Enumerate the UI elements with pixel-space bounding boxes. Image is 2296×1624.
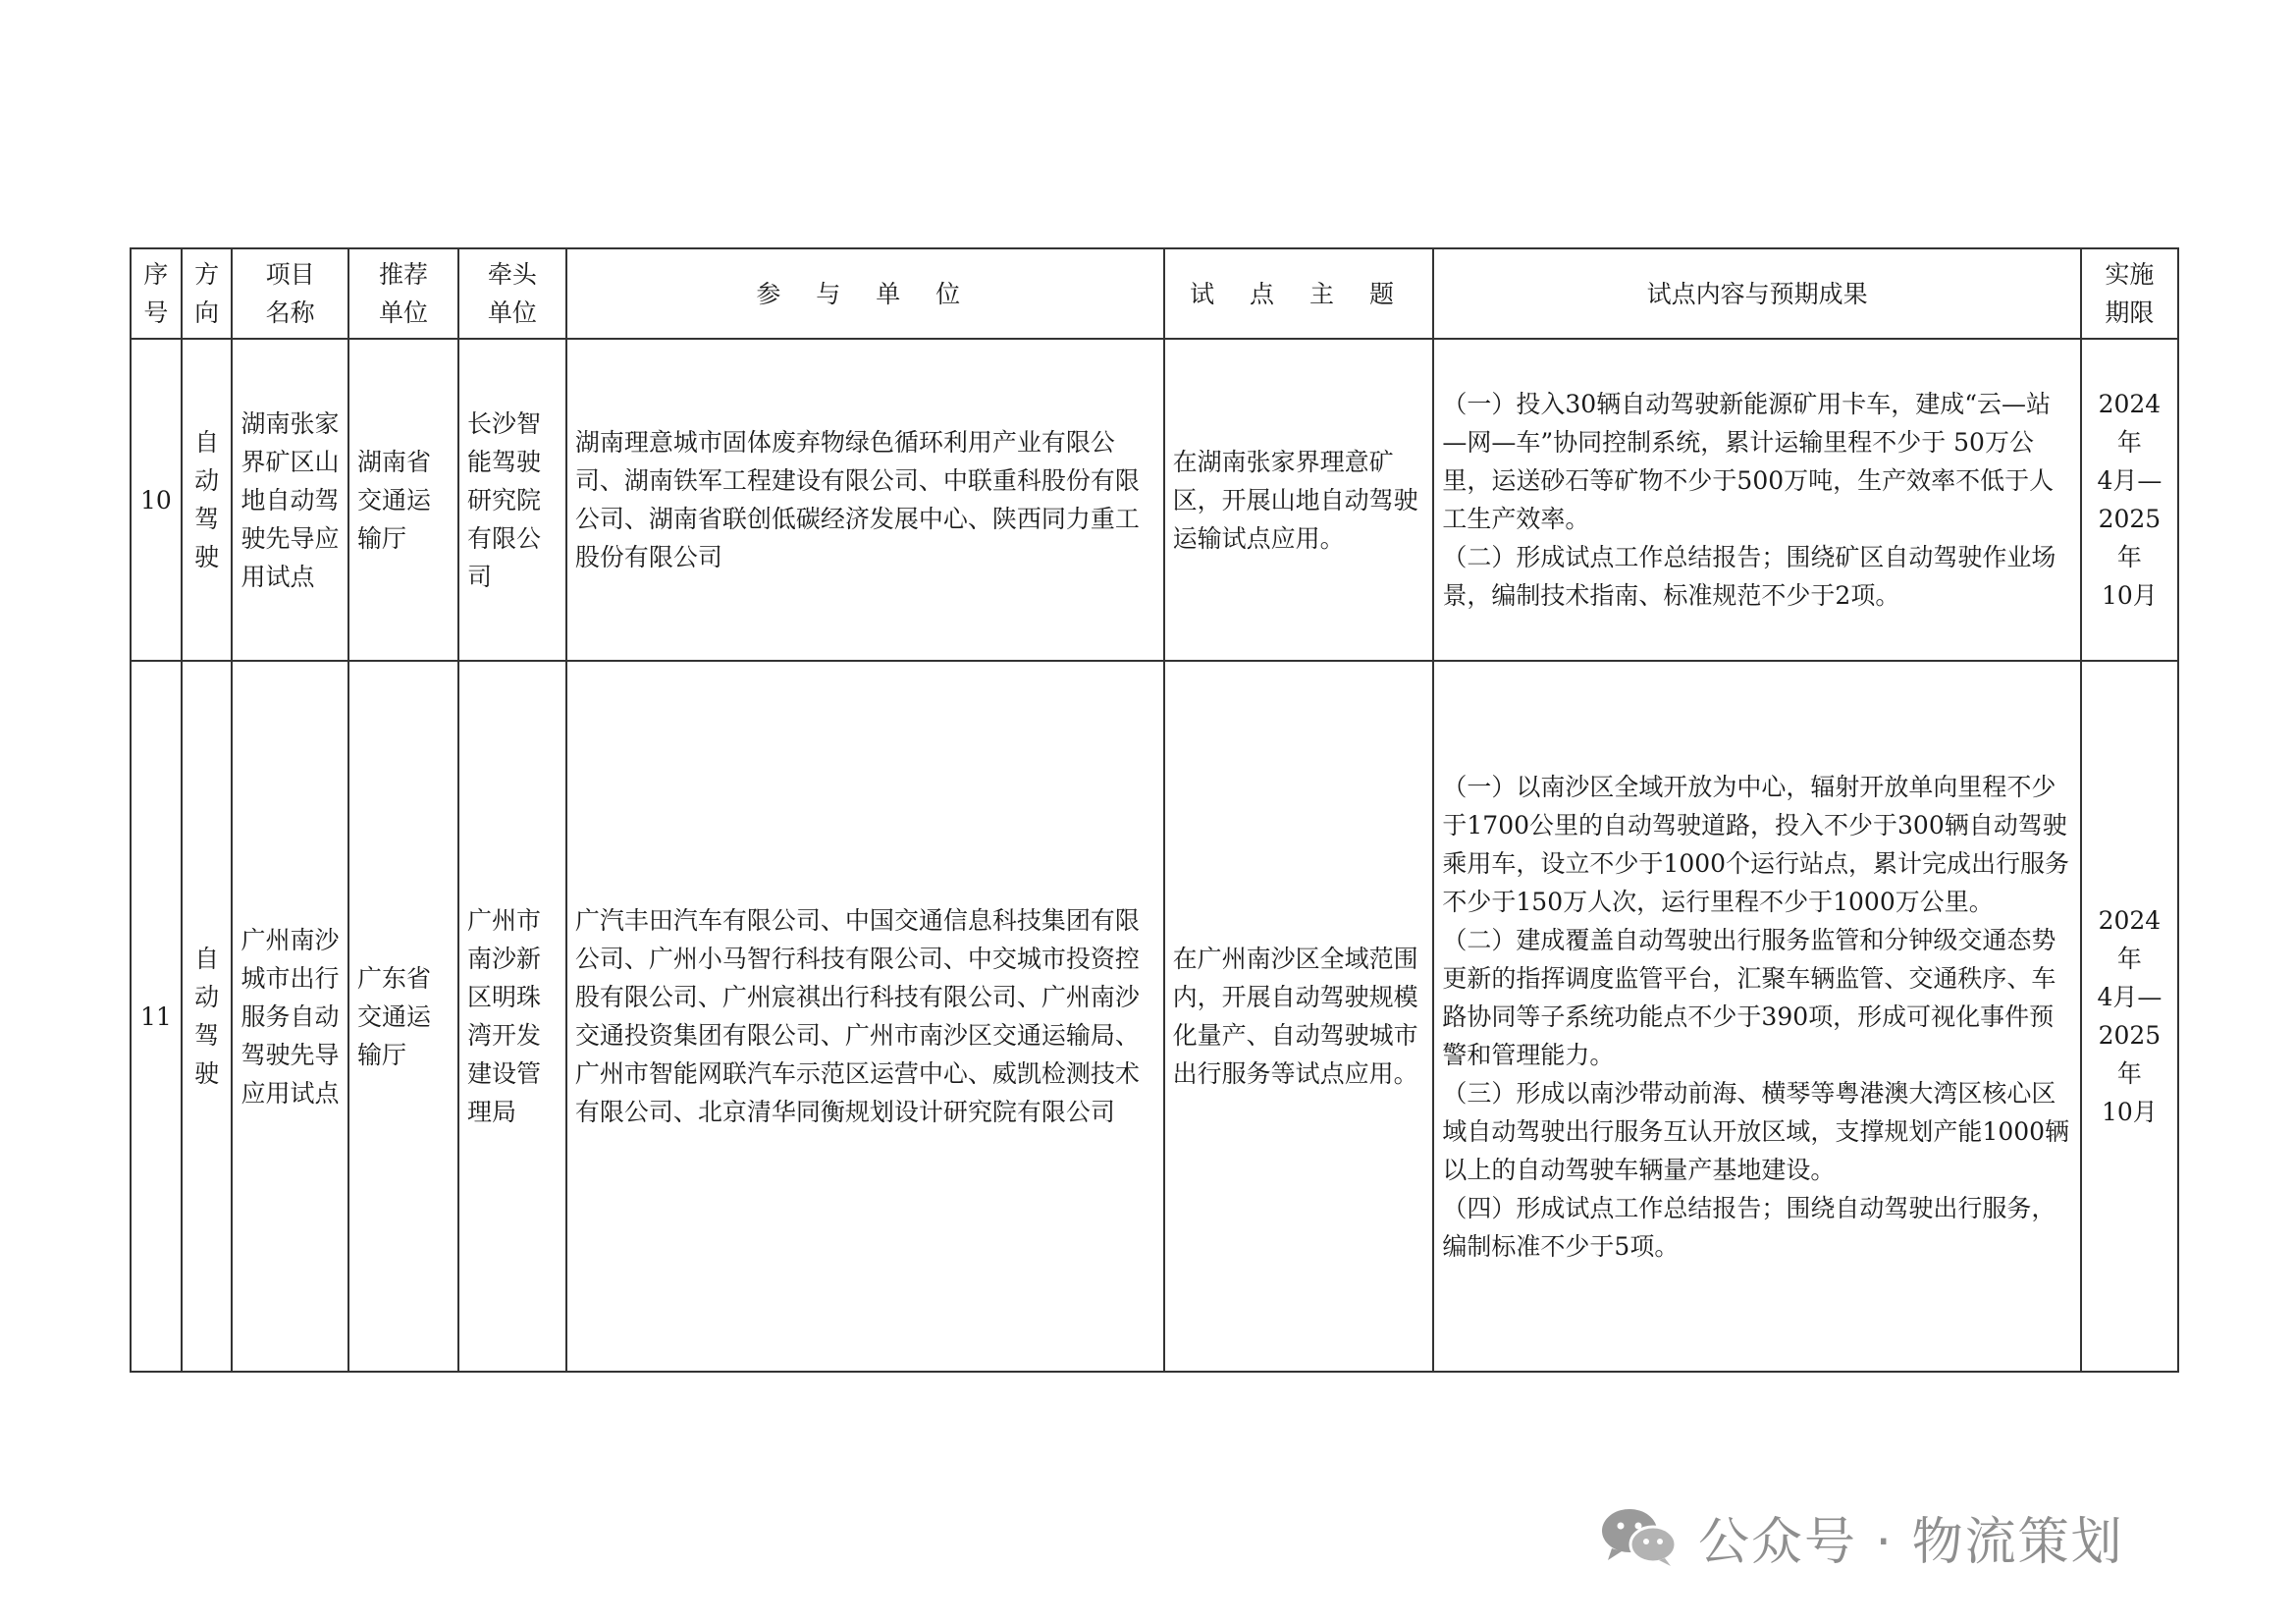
cell-period: 2024年 4月— 2025年 10月 <box>2081 661 2178 1372</box>
table-header-row <box>131 248 2178 339</box>
header-no: 序号 <box>131 248 182 339</box>
cell-recommender: 广东省交通运输厅 <box>348 661 458 1372</box>
cell-lead: 长沙智能驾驶研究院有限公司 <box>458 339 566 661</box>
header-recommender: 推荐单位 <box>348 248 458 339</box>
table-row <box>131 339 2178 661</box>
header-content: 试点内容与预期成果 <box>1433 248 2080 339</box>
header-theme: 试 点 主 题 <box>1164 248 1434 339</box>
content-item: （一）以南沙区全域开放为中心，辐射开放单向里程不少于1700公里的自动驾驶道路，投入不少于300辆自动驾驶乘用车，设立不少于1000个运行站点，累计完成出行服务不少于150万人次，运行里程不少于1000万公里。 <box>1442 772 2070 916</box>
wechat-icon <box>1600 1505 1679 1568</box>
cell-participants: 湖南理意城市固体废弃物绿色循环利用产业有限公司、湖南铁军工程建设有限公司、中联重科股份有限公司、湖南省联创低碳经济发展中心、陕西同力重工股份有限公司 <box>566 339 1164 661</box>
cell-theme: 在广州南沙区全域范围内，开展自动驾驶规模化量产、自动驾驶城市出行服务等试点应用。 <box>1164 661 1434 1372</box>
cell-direction: 自动驾驶 <box>182 339 233 661</box>
header-period: 实施期限 <box>2081 248 2178 339</box>
cell-direction: 自动驾驶 <box>182 661 233 1372</box>
cell-project-name: 湖南张家界矿区山地自动驾驶先导应用试点 <box>232 339 348 661</box>
cell-theme: 在湖南张家界理意矿区，开展山地自动驾驶运输试点应用。 <box>1164 339 1434 661</box>
header-direction: 方向 <box>182 248 233 339</box>
content-item: （一）投入30辆自动驾驶新能源矿用卡车，建成“云—站—网—车”协同控制系统，累计运输里程不少于 50万公里，运送砂石等矿物不少于500万吨，生产效率不低于人工生产效率。 <box>1442 390 2055 533</box>
cell-content <box>1433 661 2080 1372</box>
header-lead: 牵头单位 <box>458 248 566 339</box>
cell-content <box>1433 339 2080 661</box>
content-item: （二）形成试点工作总结报告；围绕矿区自动驾驶作业场景，编制技术指南、标准规范不少于2项。 <box>1442 543 2056 610</box>
content-item: （四）形成试点工作总结报告；围绕自动驾驶出行服务，编制标准不少于5项。 <box>1442 1193 2056 1261</box>
watermark-text: 公众号 · 物流策划 <box>1698 1512 2124 1572</box>
cell-participants: 广汽丰田汽车有限公司、中国交通信息科技集团有限公司、广州小马智行科技有限公司、中交城市投资控股有限公司、广州宸祺出行科技有限公司、广州南沙交通投资集团有限公司、广州市南沙区交通运输局、广州市智能网联汽车示范区运营中心、威凯检测技术有限公司、北京清华同衡规划设计研究院有限公司 <box>566 661 1164 1372</box>
watermark <box>1600 1502 2124 1571</box>
cell-period: 2024年 4月— 2025年 10月 <box>2081 339 2178 661</box>
cell-lead: 广州市南沙新区明珠湾开发建设管理局 <box>458 661 566 1372</box>
cell-project-name: 广州南沙城市出行服务自动驾驶先导应用试点 <box>232 661 348 1372</box>
cell-no: 10 <box>131 339 182 661</box>
content-item: （三）形成以南沙带动前海、横琴等粤港澳大湾区核心区域自动驾驶出行服务互认开放区域，支撑规划产能1000辆以上的自动驾驶车辆量产基地建设。 <box>1442 1078 2070 1184</box>
table-row <box>131 661 2178 1372</box>
header-project-name: 项目名称 <box>232 248 348 339</box>
content-item: （二）建成覆盖自动驾驶出行服务监管和分钟级交通态势更新的指挥调度监管平台，汇聚车辆监管、交通秩序、车路协同等子系统功能点不少于390项，形成可视化事件预警和管理能力。 <box>1442 925 2056 1069</box>
cell-no: 11 <box>131 661 182 1372</box>
header-participants: 参 与 单 位 <box>566 248 1164 339</box>
cell-recommender: 湖南省交通运输厅 <box>348 339 458 661</box>
pilot-projects-table <box>130 247 2179 1373</box>
